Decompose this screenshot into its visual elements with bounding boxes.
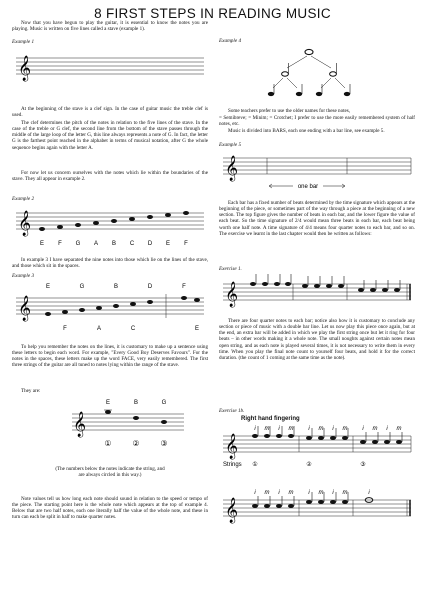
quarter-note-icon	[268, 92, 274, 96]
quarter-note-icon	[296, 92, 302, 96]
note-letter: F	[58, 241, 62, 247]
right-paragraph-2	[219, 115, 415, 127]
treble-clef-icon: 𝄞	[18, 296, 32, 321]
string-2-icon: ②	[132, 439, 140, 448]
treble-clef-icon: 𝄞	[225, 156, 239, 181]
right-paragraph-1	[219, 108, 415, 114]
quarter-note-icon	[316, 92, 322, 96]
note-letter: A	[93, 241, 99, 247]
string-caption: (The numbers below the notes indicate the string, and are always circled in this way.)	[55, 466, 165, 479]
note-letter: C	[130, 326, 136, 332]
exercise-1b-label: Exercise 1b.	[219, 408, 245, 414]
finger-label: m	[288, 426, 294, 432]
note-letter: B	[111, 241, 117, 247]
example-5-label: Example 5	[219, 142, 242, 148]
half-note-icon	[282, 72, 289, 76]
left-paragraph-4	[12, 170, 208, 182]
one-bar-label: one bar	[297, 184, 319, 190]
string-2-icon: ②	[306, 462, 312, 468]
right-paragraph-3	[219, 128, 415, 134]
paragraph-text: In example 3 I have separated the nine notes into those which lie on the lines of the stave, and those which sit in the spaces.	[12, 257, 208, 270]
finger-label: m	[342, 426, 348, 432]
note-letter: C	[129, 241, 135, 247]
finger-label: m	[372, 426, 378, 432]
right-paragraph-4	[219, 200, 415, 237]
finger-label: i	[254, 490, 256, 496]
quarter-note-icon	[344, 92, 350, 96]
right-paragraph-5	[219, 318, 415, 361]
left-paragraph-3	[12, 120, 208, 151]
left-paragraph-5	[12, 257, 208, 269]
example-2-staff	[12, 203, 208, 253]
string-number-icons	[104, 439, 167, 448]
paragraph-text: = Semibreve; = Minim; = Crotchet; I prefer to use the more easily remembered system of half notes, etc.	[219, 115, 415, 128]
exercise-1-staff	[219, 272, 415, 314]
treble-clef-icon: 𝄞	[18, 56, 32, 81]
finger-label: m	[288, 490, 294, 496]
note-letter: A	[96, 326, 102, 332]
exercise-1b-notes-row-1	[252, 426, 402, 444]
example-5-staff	[219, 148, 415, 196]
example-3-space-letters	[63, 326, 199, 332]
note-letter: E	[194, 326, 200, 332]
treble-clef-icon: 𝄞	[225, 498, 239, 523]
example-3-label: Example 3	[12, 273, 35, 279]
note-letter: G	[75, 241, 81, 247]
finger-label: i	[368, 490, 370, 496]
example-1-staff	[12, 46, 208, 86]
finger-label: m	[264, 490, 270, 496]
paragraph-text: To help you remember the notes on the lines, it is customary to make up a sentence using these letters to begin each word. For example, "Every Good Boy Deserves Favours". For the notes in the spaces, these letters make up the word FACE, very easily remembered. The first three strings of the guitar are all tuned to notes lying within the range of the stave.	[12, 344, 208, 369]
note-letter: E	[165, 241, 171, 247]
finger-label: i	[332, 426, 334, 432]
open-strings-staff	[12, 394, 208, 464]
string-number-icons-row	[252, 461, 365, 468]
finger-label: i	[254, 426, 256, 432]
whole-note-icon	[305, 49, 313, 54]
note-letter: G	[79, 284, 85, 290]
exercise-1b-staves	[219, 422, 415, 600]
treble-clef-icon: 𝄞	[225, 282, 239, 307]
finger-label: i	[278, 490, 280, 496]
note-letter: G	[161, 400, 167, 406]
paragraph-text: The clef determines the pitch of the notes in relation to the five lines of the stave. In the case of the treble or G clef, the second line from the bottom of the stave passes through the middle of the large loop of the letter G, this line always represents a note of G. In fact, the letter G is the farthest point reached in the alphabet in terms of musical notation, after G the whole sequence begins again with the letter A.	[12, 120, 208, 151]
finger-label: i	[308, 490, 310, 496]
note-letter: E	[105, 400, 111, 406]
finger-label: i	[386, 426, 388, 432]
example-4-label: Example 4	[219, 38, 242, 44]
left-paragraph-6	[12, 344, 208, 369]
note-letter: E	[39, 241, 45, 247]
note-letter: F	[182, 284, 186, 290]
treble-clef-icon: 𝄞	[225, 434, 239, 459]
finger-label: m	[396, 426, 402, 432]
strings-label: Strings	[223, 462, 242, 468]
string-1-icon: ①	[104, 439, 112, 448]
example-2-label: Example 2	[12, 196, 35, 202]
example-2-note-letters	[40, 241, 188, 247]
finger-label: m	[264, 426, 270, 432]
paragraph-text: Some teachers prefer to use the older names for these notes,	[228, 108, 351, 114]
note-letter: E	[45, 284, 51, 290]
paragraph-text: Note values tell us how long each note should sound in relation to the speed or tempo of the piece. The starting point here is the whole note which appears at the top of example 4. Below that are two half notes, each one literally half the value of the whole note, and these in turn can each be split in half to make quarter notes.	[12, 496, 208, 521]
finger-label: i	[332, 490, 334, 496]
treble-clef-icon: 𝄞	[18, 211, 32, 236]
paragraph-text: They are:	[21, 388, 41, 394]
note-letter: B	[113, 284, 119, 290]
note-letter: B	[133, 400, 139, 406]
example-3-line-letters	[46, 284, 186, 290]
left-paragraph-2	[12, 106, 208, 118]
example-3-staff	[12, 280, 208, 340]
right-hand-fingering-label: Right hand fingering	[241, 416, 300, 422]
paragraph-text: At the beginning of the stave is a clef sign. In the case of guitar music the treble clef is used.	[12, 106, 208, 119]
paragraph-text: Now that you have begun to play the guitar, it is essential to know the notes you are playing. Music is written on five lines called a stave (example 1).	[12, 20, 208, 33]
half-note-icon	[330, 72, 337, 76]
string-3-icon: ③	[160, 439, 168, 448]
page-title: 8 FIRST STEPS IN READING MUSIC	[94, 6, 331, 21]
left-paragraph-8	[12, 496, 208, 521]
fingering-row-1	[254, 426, 401, 432]
paragraph-text: Each bar has a fixed number of beats determined by the time signature which appears at the beginning of the piece, or sometimes part of the way through a piece at the beginning of a new section. The top figure gives the number of beats in each bar, and the lower figure the value of each beat. So the time signature of 2/4 would mean three beats in each bar, each beat being worth one half note. A time signature of 4/4 means four quarter notes to each bar, and so on. The exercise we learnt in the last chapter would then be written as follows:	[219, 200, 415, 237]
example-1-label: Example 1	[12, 39, 35, 45]
fingering-row-2	[254, 490, 370, 496]
paragraph-text: There are four quarter notes to each bar; notice also how it is customary to conclude any section or piece of music with a double bar line. Let us now play this piece once again, but at the end, an extra bar will be added in which we play the first string once but let it ring for four beats – in other words making it a whole note. The small noughts against certain notes mean open string, and as each note is played several times, it is not necessary to write them in every time. When you play the final note count to yourself four beats, and hold it for the correct duration. (the count of 1 coming at the same time as the note).	[219, 318, 415, 361]
note-letter: F	[184, 241, 188, 247]
note-letter: D	[147, 284, 153, 290]
finger-label: m	[318, 426, 324, 432]
string-3-icon: ③	[360, 462, 366, 468]
finger-label: m	[342, 490, 348, 496]
string-1-icon: ①	[252, 462, 258, 468]
finger-label: m	[318, 490, 324, 496]
left-paragraph-1	[12, 20, 208, 32]
note-letter: D	[147, 241, 153, 247]
note-letter: F	[63, 326, 67, 332]
example-4-note-tree	[219, 44, 415, 104]
exercise-1-label: Exercise 1.	[219, 266, 242, 272]
exercise-1-notes	[250, 274, 400, 292]
finger-label: i	[362, 426, 364, 432]
open-strings-letters	[106, 400, 167, 406]
paragraph-text: For now let us concern ourselves with the notes which lie within the boundaries of the stave. They all appear in example 2.	[12, 170, 208, 183]
finger-label: i	[278, 426, 280, 432]
finger-label: i	[308, 426, 310, 432]
paragraph-text: Music is divided into BARS, each one ending with a bar line, see example 5.	[228, 128, 385, 134]
treble-clef-icon: 𝄞	[73, 412, 87, 437]
